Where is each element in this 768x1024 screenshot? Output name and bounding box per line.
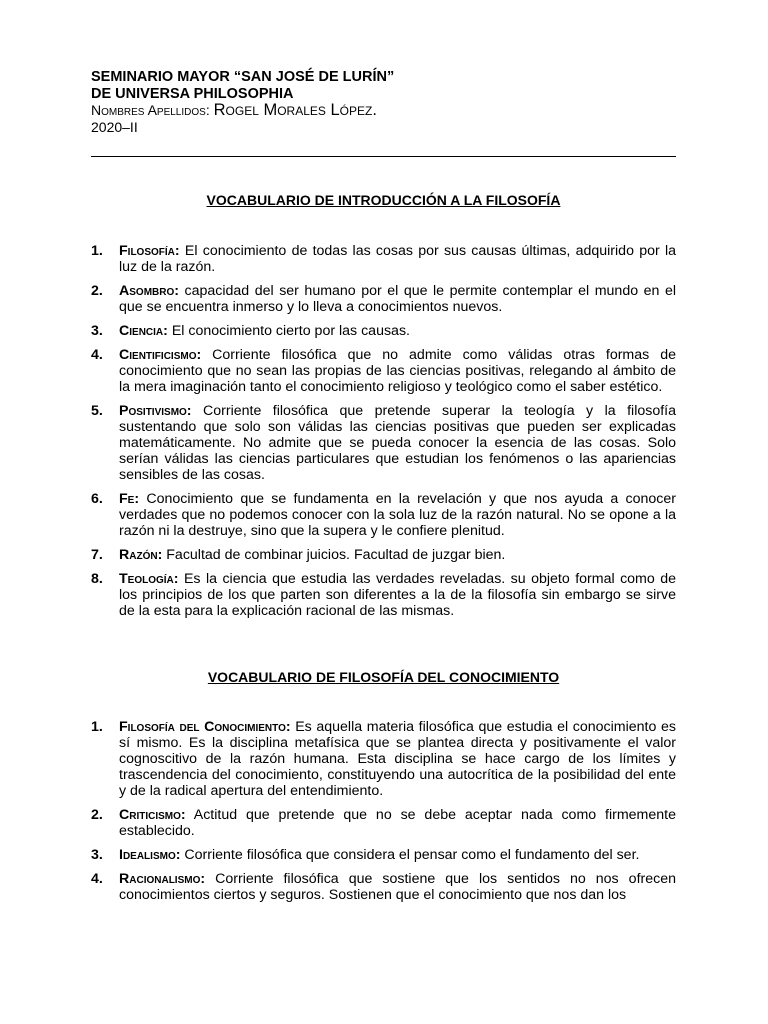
item-number: 3. xyxy=(91,847,103,863)
item-term: Ciencia: xyxy=(119,323,168,339)
item-number: 7. xyxy=(91,547,103,563)
item-definition: Facultad de combinar juicios. Facultad de juzgar bien. xyxy=(166,547,506,563)
item-definition: Es aquella materia filosófica que estudia el conocimiento es sí mismo. Es la disciplina metafísica que se plantea directa y positivamente el valor cognoscitivo de la razón humana. Esta disciplina se hace cargo de los límites y trascendencia del conocimiento, constituyendo una autocrítica de la posibilidad del ente y de la radical apertura del entendimiento. xyxy=(119,719,676,799)
item-body xyxy=(119,719,676,799)
item-body xyxy=(119,323,676,339)
item-body xyxy=(119,491,676,539)
item-definition: capacidad del ser humano por el que le permite contemplar el mundo en el que se encuentra inmerso y lo lleva a conocimientos nuevos. xyxy=(119,283,676,315)
item-number: 5. xyxy=(91,403,103,419)
item-number: 4. xyxy=(91,347,103,363)
item-definition: Corriente filosófica que no admite como válidas otras formas de conocimiento que no sean las propias de las ciencias positivas, relegando al ámbito de la mera imaginación tanto el conocimiento religioso y teológico como el saber estético. xyxy=(119,347,676,395)
item-term: Asombro: xyxy=(119,283,179,299)
item-definition: Conocimiento que se fundamenta en la revelación y que nos ayuda a conocer verdades que no podemos conocer con la sola luz de la razón natural. No se opone a la razón ni la destruye, sino que la supera y le confiere plenitud. xyxy=(119,491,676,539)
item-body xyxy=(119,347,676,395)
item-definition: Corriente filosófica que pretende superar la teología y la filosofía sustentando que solo son válidas las ciencias positivas que pueden ser explicadas matemáticamente. No admite que se pueda conocer la esencia de las cosas. Solo serían válidas las ciencias particulares que estudian los fenómenos o las apariencias sensibles de las cosas. xyxy=(119,403,676,483)
item-term: Idealismo: xyxy=(119,847,181,863)
item-definition: Actitud que pretende que no se debe aceptar nada como firmemente establecido. xyxy=(119,807,676,839)
item-body xyxy=(119,847,676,863)
item-term: Cientificismo: xyxy=(119,347,202,363)
item-number: 2. xyxy=(91,283,103,299)
list-item xyxy=(91,571,676,619)
list-item xyxy=(91,807,676,839)
list-item xyxy=(91,403,676,483)
header-name-line xyxy=(91,102,676,119)
item-term: Criticismo: xyxy=(119,807,186,823)
list-item xyxy=(91,323,676,339)
list-item xyxy=(91,283,676,315)
item-body xyxy=(119,871,676,903)
item-body xyxy=(119,243,676,275)
item-body xyxy=(119,807,676,839)
item-number: 1. xyxy=(91,719,103,735)
item-number: 1. xyxy=(91,243,103,259)
item-body xyxy=(119,283,676,315)
item-term: Filosofía del Conocimiento: xyxy=(119,719,291,735)
item-definition: Es la ciencia que estudia las verdades reveladas. su objeto formal como de los principios de los que parten son diferentes a la de la filosofía sin embargo se sirve de la esta para la explicación racional de las mismas. xyxy=(119,571,676,619)
item-body xyxy=(119,547,676,563)
item-term: Teología: xyxy=(119,571,179,587)
section2-title: VOCABULARIO DE FILOSOFÍA DEL CONOCIMIENTO xyxy=(207,669,560,685)
item-definition: El conocimiento cierto por las causas. xyxy=(171,323,410,339)
list-item xyxy=(91,719,676,799)
item-body xyxy=(119,403,676,483)
item-definition: Corriente filosófica que sostiene que los sentidos no nos ofrecen conocimientos ciertos y seguros. Sostienen que el conocimiento que nos dan los xyxy=(119,871,676,903)
item-term: Filosofía: xyxy=(119,243,180,259)
list-item xyxy=(91,847,676,863)
item-definition: El conocimiento de todas las cosas por sus causas últimas, adquirido por la luz de la razón. xyxy=(119,243,676,275)
item-term: Positivismo: xyxy=(119,403,192,419)
header-program: DE UNIVERSA PHILOSOPHIA xyxy=(91,85,294,102)
list-item xyxy=(91,871,676,903)
list-item xyxy=(91,491,676,539)
item-body xyxy=(119,571,676,619)
item-number: 6. xyxy=(91,491,103,507)
item-number: 4. xyxy=(91,871,103,887)
item-number: 8. xyxy=(91,571,103,587)
list-item xyxy=(91,347,676,395)
name-label: Nombres Apellidos: xyxy=(91,102,210,118)
item-term: Fe: xyxy=(119,491,140,507)
section2-list xyxy=(91,719,676,911)
item-term: Racionalismo: xyxy=(119,871,206,887)
document-header xyxy=(91,69,676,136)
header-term: 2020–II xyxy=(91,119,138,135)
header-divider xyxy=(91,156,676,157)
header-institution: SEMINARIO MAYOR “SAN JOSÉ DE LURÍN” xyxy=(91,69,395,85)
list-item xyxy=(91,547,676,563)
list-item xyxy=(91,243,676,275)
item-number: 2. xyxy=(91,807,103,823)
item-number: 3. xyxy=(91,323,103,339)
item-definition: Corriente filosófica que considera el pensar como el fundamento del ser. xyxy=(184,847,640,863)
section1-list xyxy=(91,243,676,627)
item-term: Razón: xyxy=(119,547,163,563)
name-value: Rogel Morales López. xyxy=(213,101,377,119)
section1-title: VOCABULARIO DE INTRODUCCIÓN A LA FILOSOFÍA xyxy=(206,192,561,208)
